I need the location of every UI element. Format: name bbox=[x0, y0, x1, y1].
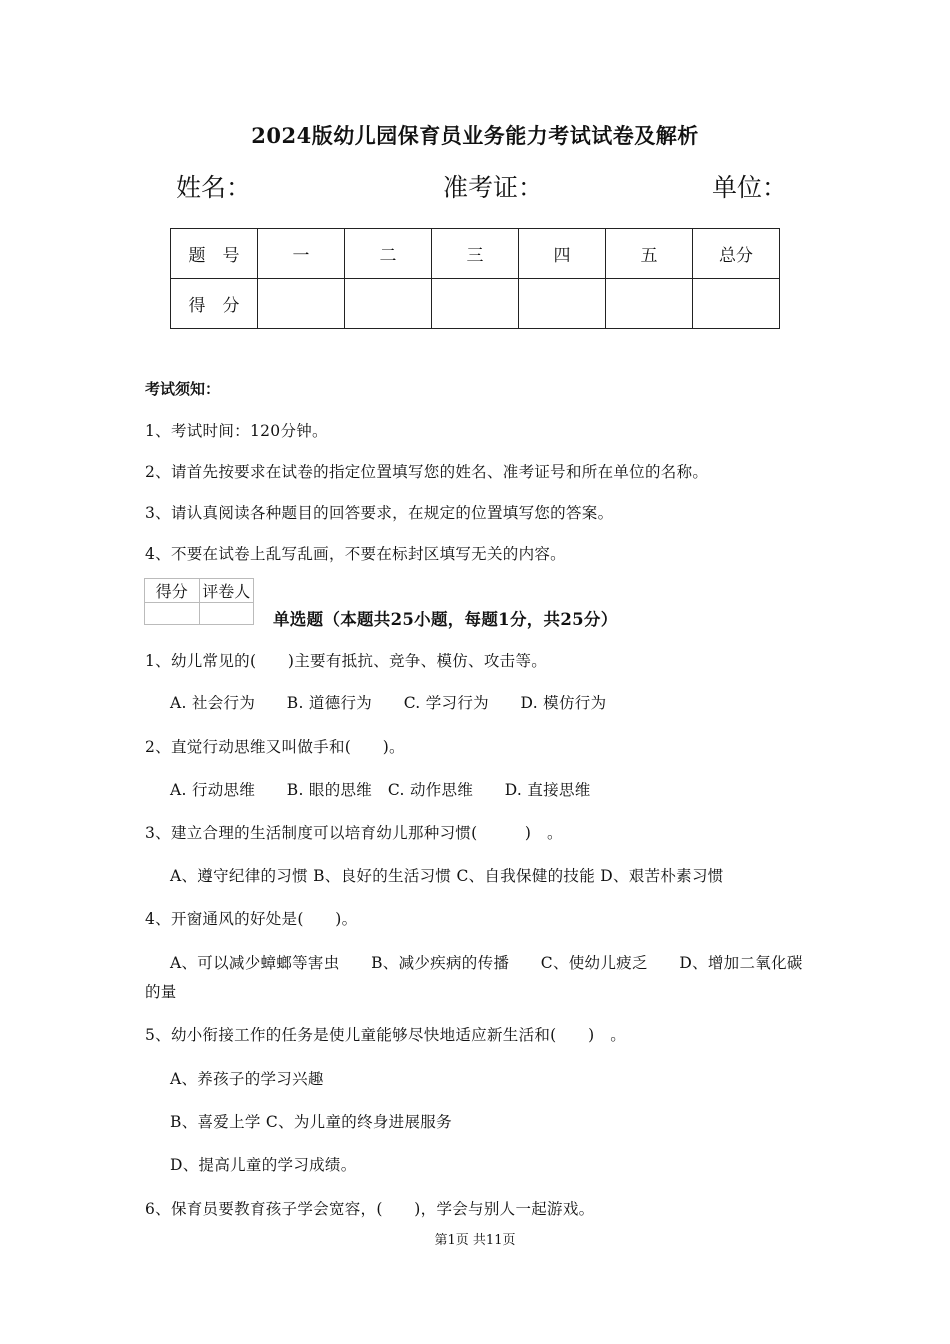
score-table-cell: 三 bbox=[432, 229, 519, 279]
page-title: 2024版幼儿园保育员业务能力考试试卷及解析 bbox=[251, 123, 699, 148]
grader-box-score-label: 得分 bbox=[145, 579, 200, 603]
notice-item: 3、请认真阅读各种题目的回答要求，在规定的位置填写您的答案。 bbox=[145, 504, 614, 522]
score-table-cell: 四 bbox=[519, 229, 606, 279]
score-row-label: 得 分 bbox=[171, 279, 258, 329]
exam-number-field-label: 准考证： bbox=[443, 173, 544, 202]
notice-item: 2、请首先按要求在试卷的指定位置填写您的姓名、准考证号和所在单位的名称。 bbox=[145, 463, 709, 481]
notice-heading: 考试须知： bbox=[145, 380, 221, 398]
notice-item: 1、考试时间：120分钟。 bbox=[145, 422, 328, 440]
question-options-continuation: 的量 bbox=[145, 983, 177, 1001]
question-stem: 6、保育员要教育孩子学会宽容，( )，学会与别人一起游戏。 bbox=[145, 1200, 595, 1218]
score-input-cell[interactable] bbox=[432, 279, 519, 329]
score-table-cell: 题 号 bbox=[171, 229, 258, 279]
score-table bbox=[170, 228, 780, 329]
question-stem: 2、直觉行动思维又叫做手和( )。 bbox=[145, 738, 405, 756]
score-table-score-row bbox=[171, 279, 780, 329]
question-stem: 3、建立合理的生活制度可以培育幼儿那种习惯( ) 。 bbox=[145, 824, 563, 842]
grader-box bbox=[144, 578, 254, 625]
question-options: A. 行动思维 B. 眼的思维 C. 动作思维 D. 直接思维 bbox=[170, 781, 591, 799]
section-title: 单选题（本题共25小题，每题1分，共25分） bbox=[273, 610, 618, 629]
question-stem: 5、幼小衔接工作的任务是使儿童能够尽快地适应新生活和( ) 。 bbox=[145, 1026, 627, 1044]
grader-box-grader-label: 评卷人 bbox=[199, 579, 254, 603]
notice-item: 4、不要在试卷上乱写乱画，不要在标封区填写无关的内容。 bbox=[145, 545, 566, 563]
score-table-cell: 二 bbox=[345, 229, 432, 279]
question-option: B、喜爱上学 C、为儿童的终身进展服务 bbox=[170, 1113, 452, 1131]
score-input-cell[interactable] bbox=[519, 279, 606, 329]
question-options: A、可以减少蟑螂等害虫 B、减少疾病的传播 C、使幼儿疲乏 D、增加二氧化碳 bbox=[170, 954, 803, 972]
score-table-cell: 总分 bbox=[693, 229, 780, 279]
question-options: A. 社会行为 B. 道德行为 C. 学习行为 D. 模仿行为 bbox=[170, 694, 607, 712]
unit-field-label: 单位： bbox=[712, 173, 788, 202]
score-table-cell: 五 bbox=[606, 229, 693, 279]
score-input-cell[interactable] bbox=[693, 279, 780, 329]
score-input-cell[interactable] bbox=[606, 279, 693, 329]
score-table-cell: 一 bbox=[258, 229, 345, 279]
question-option: D、提高儿童的学习成绩。 bbox=[170, 1156, 357, 1174]
question-stem: 4、开窗通风的好处是( )。 bbox=[145, 910, 358, 928]
question-option: A、养孩子的学习兴趣 bbox=[170, 1070, 324, 1088]
name-field-label: 姓名： bbox=[176, 173, 252, 202]
question-options: A、遵守纪律的习惯 B、良好的生活习惯 C、自我保健的技能 D、艰苦朴素习惯 bbox=[170, 867, 724, 885]
score-input-cell[interactable] bbox=[345, 279, 432, 329]
grader-box-grader-cell[interactable] bbox=[199, 603, 254, 625]
score-table-header-row bbox=[171, 229, 780, 279]
question-stem: 1、幼儿常见的( )主要有抵抗、竞争、模仿、攻击等。 bbox=[145, 652, 548, 670]
grader-box-score-cell[interactable] bbox=[145, 603, 200, 625]
page-footer: 第1页 共11页 bbox=[434, 1233, 516, 1248]
score-input-cell[interactable] bbox=[258, 279, 345, 329]
